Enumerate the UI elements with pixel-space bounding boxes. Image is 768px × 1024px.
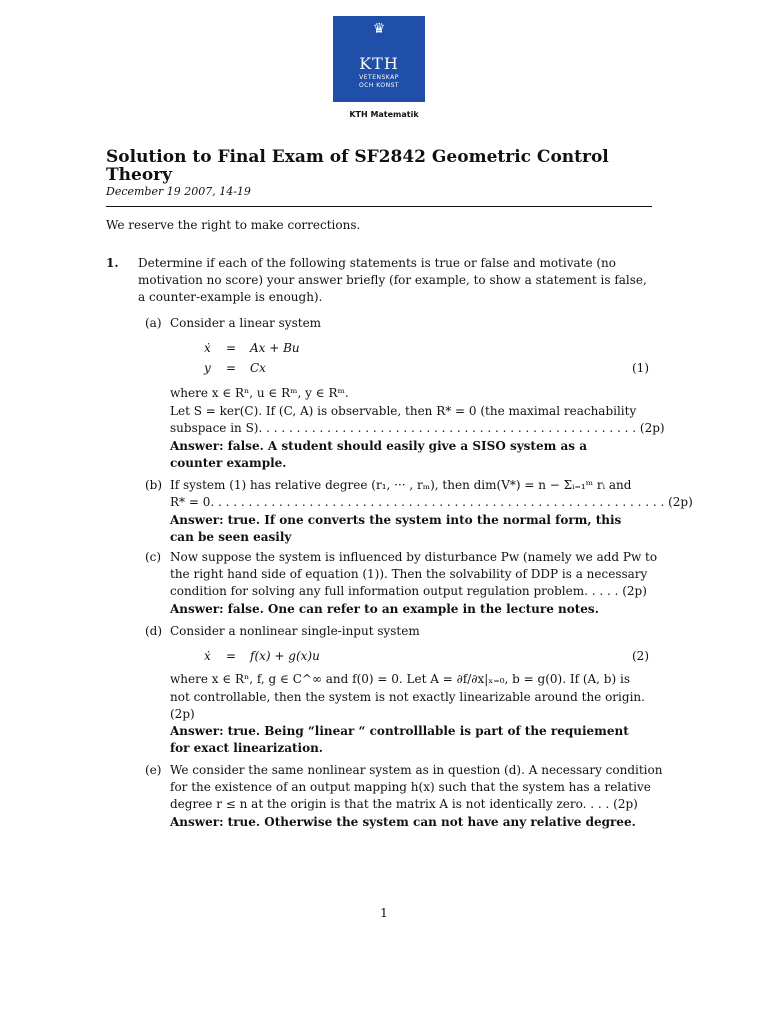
part-d-text: Consider a nonlinear single-input system	[170, 624, 420, 638]
part-a-answer: counter example.	[170, 456, 287, 470]
equation-lhs: y	[204, 361, 211, 375]
part-a-label: (a)	[145, 316, 162, 330]
question-number: 1.	[106, 256, 119, 270]
part-d-label: (d)	[145, 624, 163, 638]
part-c-label: (c)	[145, 550, 162, 564]
crown-icon: ♛	[372, 21, 386, 37]
part-a-text: subspace in S). . . . . . . . . . . . . . . . . . . . . . . . . . . . . . . . . . . . . . . . . . . . . . . . . . (2p)	[170, 421, 665, 435]
equation-equals: =	[226, 341, 237, 355]
corrections-note: We reserve the right to make corrections.	[106, 218, 361, 232]
part-c-text: the right hand side of equation (1)). Then the solvability of DDP is a necessary	[170, 567, 648, 581]
part-a-text: Consider a linear system	[170, 316, 322, 330]
equation-lhs: ẋ	[204, 649, 211, 663]
part-b-label: (b)	[145, 478, 163, 492]
equation-lhs: ẋ	[204, 341, 211, 355]
part-a-text: where x ∈ Rⁿ, u ∈ Rᵐ, y ∈ Rᵐ.	[170, 386, 349, 400]
part-b-text: If system (1) has relative degree (r₁, ··· , rₘ), then dim(V*) = n − Σᵢ₌₁ᵐ rᵢ and	[170, 478, 632, 492]
part-e-text: degree r ≤ n at the origin is that the matrix A is not identically zero. . . . (2p)	[170, 797, 638, 811]
part-e-answer: Answer: true. Otherwise the system can not have any relative degree.	[170, 815, 636, 829]
page-number: 1	[380, 906, 388, 920]
part-c-text: Now suppose the system is influenced by disturbance Pw (namely we add Pw to	[170, 550, 658, 564]
equation-number: (2)	[632, 649, 649, 663]
part-e-text: We consider the same nonlinear system as in question (d). A necessary condition	[170, 763, 663, 777]
part-c-answer: Answer: false. One can refer to an example in the lecture notes.	[170, 602, 599, 616]
equation-equals: =	[226, 649, 237, 663]
part-b-answer: Answer: true. If one converts the system into the normal form, this	[170, 513, 622, 527]
part-a-text: Let S = ker(C). If (C, A) is observable, then R* = 0 (the maximal reachability	[170, 404, 637, 418]
part-d-text: not controllable, then the system is not exactly linearizable around the origin.	[170, 690, 645, 704]
part-c-text: condition for solving any full information output regulation problem. . . . . (2p)	[170, 584, 647, 598]
kth-logo: ♛ KTH VETENSKAP OCH KONST	[333, 16, 425, 102]
part-d-answer: Answer: true. Being “linear “ controlllable is part of the requiement	[170, 724, 629, 738]
equation-rhs: Ax + Bu	[250, 341, 300, 355]
part-b-answer: can be seen easily	[170, 530, 292, 544]
document-date: December 19 2007, 14-19	[106, 185, 251, 198]
part-e-label: (e)	[145, 763, 162, 777]
title-divider	[106, 206, 652, 207]
equation-equals: =	[226, 361, 237, 375]
department-label: KTH Matematik	[349, 110, 419, 119]
equation-number: (1)	[632, 361, 649, 375]
question-intro-line: Determine if each of the following statements is true or false and motivate (no	[138, 256, 617, 270]
equation-rhs: f(x) + g(x)u	[250, 649, 320, 663]
part-d-answer: for exact linearization.	[170, 741, 323, 755]
question-intro-line: a counter-example is enough).	[138, 290, 323, 304]
part-e-text: for the existence of an output mapping h(x) such that the system has a relative	[170, 780, 651, 794]
part-d-text: where x ∈ Rⁿ, f, g ∈ C^∞ and f(0) = 0. Let A = ∂f/∂x|ₓ₌₀, b = g(0). If (A, b) is	[170, 672, 630, 686]
part-d-text: (2p)	[170, 707, 195, 721]
part-a-answer: Answer: false. A student should easily give a SISO system as a	[170, 439, 587, 453]
equation-rhs: Cx	[250, 361, 266, 375]
document-title: Solution to Final Exam of SF2842 Geometric Control Theory	[106, 147, 609, 185]
question-intro-line: motivation no score) your answer briefly (for example, to show a statement is false,	[138, 273, 647, 287]
part-b-text: R* = 0. . . . . . . . . . . . . . . . . . . . . . . . . . . . . . . . . . . . . . . . . . . . . . . . . . . . . . . . . . . . (2p)	[170, 495, 693, 509]
